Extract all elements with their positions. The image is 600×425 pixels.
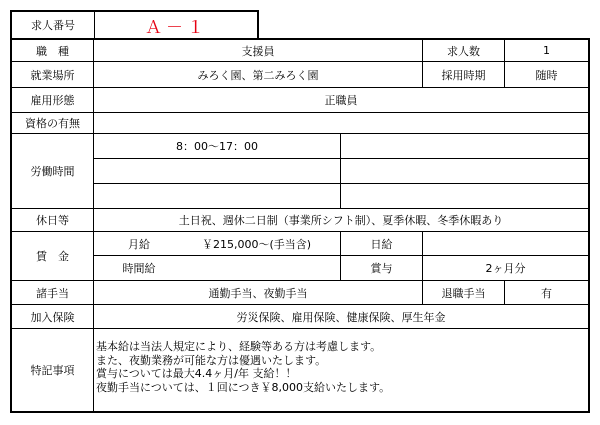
holidays-label: 休日等 bbox=[36, 214, 69, 227]
row-divider bbox=[10, 328, 590, 329]
workplace-value: みろく園、第二みろく園 bbox=[197, 68, 319, 82]
insurance-value: 労災保険、雇用保険、健康保険、厚生年金 bbox=[236, 310, 446, 324]
daily-wage-label: 日給 bbox=[370, 237, 393, 251]
special-notes-label: 特記事項 bbox=[30, 364, 75, 377]
special-notes-text bbox=[96, 340, 586, 394]
employment-type-label: 雇用形態 bbox=[30, 94, 75, 107]
working-hours-slot bbox=[341, 134, 588, 158]
working-hours-slot bbox=[341, 159, 588, 183]
job-type-value: 支援員 bbox=[241, 44, 275, 58]
working-hours-slot bbox=[94, 159, 340, 183]
wage-label: 賃 金 bbox=[36, 250, 69, 263]
bonus-label: 賞与 bbox=[370, 262, 393, 275]
qualification-value bbox=[94, 113, 588, 133]
job-id-box bbox=[10, 10, 259, 38]
special-notes-line: 基本給は当法人規定により、経験等ある方は考慮します。 bbox=[96, 340, 382, 353]
special-notes-line: また、夜勤業務が可能な方は優遇いたします。 bbox=[96, 353, 327, 367]
retirement-allowance-label: 退職手当 bbox=[441, 286, 486, 300]
working-hours-label: 労働時間 bbox=[30, 165, 75, 178]
allowances-label: 諸手当 bbox=[36, 286, 69, 300]
hourly-wage-value bbox=[184, 256, 340, 280]
hiring-timing-label: 採用時期 bbox=[441, 68, 486, 82]
bonus-value: 2ヶ月分 bbox=[485, 262, 526, 275]
holidays-value: 土日祝、週休二日制（事業所シフト制）、夏季休暇、冬季休暇あり bbox=[178, 214, 504, 227]
working-hours-slot bbox=[94, 184, 340, 208]
employment-type-value: 正職員 bbox=[324, 94, 358, 107]
daily-wage-value bbox=[423, 232, 588, 255]
insurance-label: 加入保険 bbox=[30, 310, 75, 324]
hourly-wage-label: 時間給 bbox=[122, 262, 156, 275]
special-notes-line: 賞与については最大4.4ヶ月/年 支給！！ bbox=[96, 367, 297, 380]
monthly-salary-value: ￥215,000～(手当含) bbox=[202, 237, 312, 251]
retirement-allowance-value: 有 bbox=[541, 286, 552, 300]
special-notes-line: 夜勤手当については、１回につき￥8,000支給いたします。 bbox=[96, 380, 391, 394]
monthly-salary-label: 月給 bbox=[128, 237, 150, 251]
hiring-timing-value: 随時 bbox=[535, 68, 558, 82]
openings-value: 1 bbox=[543, 44, 550, 57]
working-hours-slot: 8：00～17：00 bbox=[176, 140, 258, 153]
working-hours-slot bbox=[341, 184, 588, 208]
job-id-label: 求人番号 bbox=[12, 12, 95, 38]
openings-label: 求人数 bbox=[447, 44, 480, 58]
job-id-value: Ａ－１ bbox=[145, 17, 208, 38]
job-type-label: 職 種 bbox=[36, 44, 69, 58]
workplace-label: 就業場所 bbox=[30, 68, 75, 82]
allowances-value: 通勤手当、夜勤手当 bbox=[208, 286, 308, 300]
qualification-label: 資格の有無 bbox=[25, 117, 80, 130]
